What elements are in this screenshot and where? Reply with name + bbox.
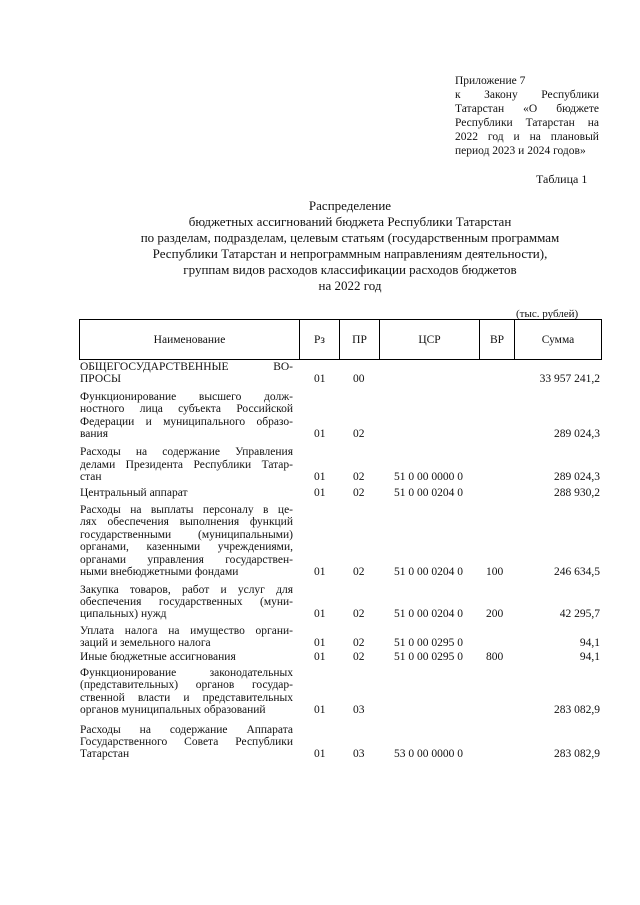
row-name-line: ПРОСЫ (80, 373, 121, 386)
cell-vr: 100 (486, 566, 504, 579)
header-vr: ВР (480, 320, 515, 359)
table-row (80, 391, 602, 441)
cell-rz: 01 (314, 650, 326, 663)
cell-pr: 00 (353, 373, 365, 386)
appendix-word: 2022 (455, 131, 478, 143)
cell-sum: 94,1 (579, 637, 600, 650)
row-name-line: (представительных) органов государ- (80, 679, 293, 692)
cell-pr: 02 (353, 650, 365, 663)
row-name (80, 651, 293, 663)
row-name (80, 667, 293, 717)
cell-sum: 289 024,3 (554, 471, 600, 484)
row-name-line: Расходы на содержание Управления (80, 446, 293, 459)
row-name-line: ОБЩЕГОСУДАРСТВЕННЫЕ ВО- (80, 361, 293, 373)
row-name-line: обеспечения государственных (муни- (80, 595, 293, 608)
units-label: (тыс. рублей) (516, 308, 579, 320)
cell-rz: 01 (314, 471, 326, 484)
row-name (80, 724, 293, 761)
cell-rz: 01 (314, 428, 326, 441)
cell-rz: 01 (314, 748, 326, 761)
table-header (79, 319, 602, 360)
title-line: на 2022 год (318, 278, 382, 293)
appendix-line-3 (455, 102, 599, 116)
cell-csr: 51 0 00 0000 0 (394, 471, 463, 484)
row-name-line: ственной власти и представительных (80, 691, 293, 704)
table-number: Таблица 1 (536, 172, 588, 186)
row-name-line: стан (80, 471, 102, 484)
row-name-line: Иные бюджетные ассигнования (80, 650, 236, 663)
document-title (80, 198, 620, 294)
appendix-word: «О (523, 103, 538, 115)
cell-sum: 289 024,3 (554, 428, 600, 441)
row-name-line: органами, казенными учреждениями, (80, 541, 293, 554)
appendix-word: на (529, 131, 541, 143)
row-name-line: Уплата налога на имущество органи- (80, 624, 293, 637)
table-row (80, 584, 602, 621)
row-name-line: государственными (муниципальными) (80, 528, 293, 541)
cell-csr: 51 0 00 0204 0 (394, 486, 463, 499)
table-row (80, 487, 602, 499)
appendix-word: плановый (550, 131, 599, 143)
row-name (80, 446, 293, 483)
row-name-line: Функционирование высшего долж- (80, 390, 293, 403)
table-row (80, 667, 602, 717)
cell-rz: 01 (314, 608, 326, 621)
appendix-line-4 (455, 116, 599, 130)
row-name (80, 625, 293, 650)
cell-pr: 02 (353, 566, 365, 579)
appendix-word: бюджете (556, 103, 599, 115)
appendix-line-2 (455, 88, 599, 102)
table-row (80, 651, 602, 663)
cell-sum: 33 957 241,2 (539, 373, 600, 386)
table-row (80, 504, 602, 578)
header-rz: Рз (300, 320, 340, 359)
row-name-line: ными внебюджетными фондами (80, 566, 239, 579)
row-name-line: ципальных) нужд (80, 608, 167, 621)
title-line: Республики Татарстан и непрограммным направлениям деятельности), (152, 246, 548, 261)
row-name-line: лях обеспечения выполнения функций (80, 516, 293, 529)
appendix-word: Татарстан (525, 117, 575, 129)
appendix-word: год (487, 131, 504, 143)
appendix-word: и (513, 131, 520, 143)
cell-pr: 02 (353, 608, 365, 621)
cell-sum: 246 634,5 (554, 566, 600, 579)
row-name-line: органами управления государствен- (80, 553, 293, 566)
row-name-line: Закупка товаров, работ и услуг для (80, 583, 293, 596)
row-name-line: Расходы на выплаты персоналу в це- (80, 504, 293, 517)
title-line: группам видов расходов классификации расходов бюджетов (183, 262, 517, 277)
row-name (80, 504, 293, 578)
appendix-word: на (587, 117, 599, 129)
row-name-line: Федерации и муниципального образо- (80, 415, 293, 428)
appendix-note (455, 74, 599, 158)
row-name-line: Функционирование законодательных (80, 666, 293, 679)
cell-pr: 02 (353, 637, 365, 650)
row-name-line: заций и земельного налога (80, 637, 211, 650)
row-name (80, 391, 293, 441)
cell-vr: 800 (486, 650, 504, 663)
header-name: Наименование (80, 320, 300, 359)
table-body (80, 361, 602, 761)
row-name (80, 361, 293, 386)
cell-sum: 283 082,9 (554, 704, 600, 717)
cell-sum: 288 930,2 (554, 486, 600, 499)
header-pr: ПР (340, 320, 380, 359)
cell-sum: 283 082,9 (554, 748, 600, 761)
cell-csr: 51 0 00 0204 0 (394, 566, 463, 579)
row-name (80, 487, 293, 499)
appendix-word: Республики (455, 117, 513, 129)
cell-pr: 03 (353, 748, 365, 761)
title-line: бюджетных ассигнований бюджета Республики Татарстан (188, 214, 512, 229)
appendix-line-6: период 2023 и 2024 годов» (455, 145, 586, 157)
cell-rz: 01 (314, 637, 326, 650)
cell-sum: 94,1 (579, 650, 600, 663)
table-row (80, 724, 602, 761)
table-row (80, 625, 602, 650)
appendix-line-5 (455, 130, 599, 144)
appendix-word: Республики (541, 89, 599, 101)
table-row (80, 446, 602, 483)
cell-pr: 02 (353, 428, 365, 441)
title-line: по разделам, подразделам, целевым статьям (государственным программам (140, 230, 560, 245)
cell-pr: 02 (353, 486, 365, 499)
appendix-line-1: Приложение 7 (455, 75, 526, 87)
cell-csr: 51 0 00 0295 0 (394, 637, 463, 650)
appendix-word: Закону (484, 89, 518, 101)
cell-rz: 01 (314, 486, 326, 499)
cell-sum: 42 295,7 (559, 608, 600, 621)
cell-csr: 51 0 00 0295 0 (394, 650, 463, 663)
header-csr: ЦСР (380, 320, 480, 359)
header-sum: Сумма (541, 333, 575, 346)
appendix-word: к (455, 89, 461, 101)
row-name-line: ностного лица субъекта Российской (80, 403, 293, 416)
cell-rz: 01 (314, 373, 326, 386)
title-line: Распределение (308, 198, 392, 213)
cell-pr: 02 (353, 471, 365, 484)
table-row (80, 361, 602, 386)
cell-vr: 200 (486, 608, 504, 621)
row-name (80, 584, 293, 621)
cell-csr: 53 0 00 0000 0 (394, 748, 463, 761)
row-name-line: Государственного Совета Республики (80, 735, 293, 748)
row-name-line: органов муниципальных образований (80, 704, 266, 717)
row-name-line: Центральный аппарат (80, 486, 188, 499)
cell-rz: 01 (314, 566, 326, 579)
row-name-line: Татарстан (80, 748, 130, 761)
cell-pr: 03 (353, 704, 365, 717)
cell-csr: 51 0 00 0204 0 (394, 608, 463, 621)
cell-rz: 01 (314, 704, 326, 717)
row-name-line: вания (80, 428, 108, 441)
appendix-word: Татарстан (455, 103, 505, 115)
row-name-line: делами Президента Республики Татар- (80, 458, 293, 471)
row-name-line: Расходы на содержание Аппарата (80, 723, 293, 736)
